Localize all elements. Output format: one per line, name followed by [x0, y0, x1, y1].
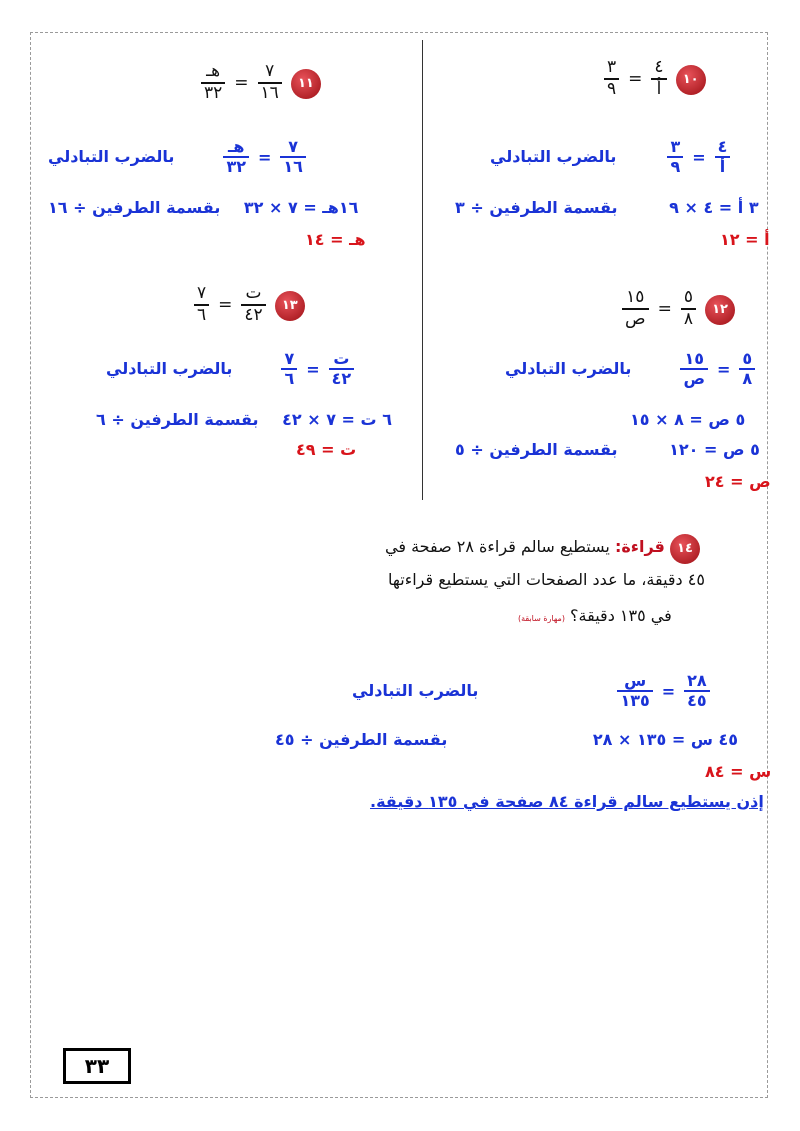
- fraction: $\frac{٣}{٩}$: [604, 58, 619, 99]
- fraction: $\frac{\text{س}}{١٣٥}$: [617, 672, 652, 711]
- problem-11-badge: ١١: [291, 69, 321, 99]
- fraction: $\frac{٧}{١٦}$: [258, 62, 282, 103]
- problem-14-answer: س = ٨٤: [705, 762, 772, 781]
- fraction: $\frac{٢٨}{٤٥}$: [684, 672, 710, 711]
- problem-10-statement: ١٠ $\frac{٤}{\text{أ}}$ = $\frac{٣}{٩}$: [600, 58, 706, 99]
- problem-12-setup: $\frac{٥}{٨}$ = $\frac{١٥}{\text{ص}}$ بالضرب التبادلي: [505, 350, 759, 389]
- problem-11-statement: ١١ $\frac{٧}{١٦}$ = $\frac{\text{هـ}}{٣٢}$: [197, 62, 321, 103]
- method-label: بالضرب التبادلي: [48, 146, 175, 166]
- problem-12-step1: ٥ ص = ٨ × ١٥: [630, 410, 746, 429]
- problem-13-setup: $\frac{\text{ت}}{٤٢}$ = $\frac{٧}{٦}$ بالضرب التبادلي: [106, 350, 358, 389]
- fraction: $\frac{\text{ت}}{٤٢}$: [241, 284, 265, 325]
- page-border: [30, 32, 768, 1098]
- problem-11-setup: $\frac{٧}{١٦}$ = $\frac{\text{هـ}}{٣٢}$ بالضرب التبادلي: [48, 138, 310, 177]
- fraction: $\frac{٣}{٩}$: [667, 138, 683, 177]
- problem-14-step1: ٤٥ س = ١٣٥ × ٢٨ بقسمة الطرفين ÷ ٤٥: [275, 730, 739, 749]
- method-label: بالضرب التبادلي: [352, 680, 479, 700]
- method-label: بالضرب التبادلي: [490, 146, 617, 166]
- problem-13-step1: ٦ ت = ٧ × ٤٢ بقسمة الطرفين ÷ ٦: [96, 410, 392, 429]
- problem-10-step1: ٣ أ = ٤ × ٩ بقسمة الطرفين ÷ ٣: [455, 198, 759, 217]
- problem-13-badge: ١٣: [275, 291, 305, 321]
- skill-note: (مهارة سابقة): [518, 614, 565, 623]
- method-label: بالضرب التبادلي: [106, 358, 233, 378]
- fraction: $\frac{٧}{١٦}$: [280, 138, 306, 177]
- problem-14-badge: ١٤: [670, 534, 700, 564]
- fraction: $\frac{\text{هـ}}{٣٢}$: [201, 62, 225, 103]
- problem-14-setup: $\frac{٢٨}{٤٥}$ = $\frac{\text{س}}{١٣٥}$ بالضرب التبادلي: [352, 672, 714, 711]
- fraction: $\frac{\text{هـ}}{٣٢}$: [223, 138, 249, 177]
- problem-13-answer: ت = ٤٩: [296, 440, 357, 459]
- problem-11-answer: هـ = ١٤: [305, 230, 366, 249]
- fraction: $\frac{١٥}{\text{ص}}$: [680, 350, 708, 389]
- problem-14-line2: ٤٥ دقيقة، ما عدد الصفحات التي يستطيع قراءتها: [388, 570, 705, 589]
- column-divider: [422, 40, 423, 500]
- problem-12-answer: ص = ٢٤: [705, 472, 771, 491]
- fraction: $\frac{١٥}{\text{ص}}$: [622, 288, 649, 329]
- fraction: $\frac{٧}{٦}$: [194, 284, 209, 325]
- problem-14-conclusion: إذن يستطيع سالم قراءة ٨٤ صفحة في ١٣٥ دقيقة.: [370, 792, 764, 811]
- problem-12-badge: ١٢: [705, 295, 735, 325]
- problem-14-line3: في ١٣٥ دقيقة؟ (مهارة سابقة): [518, 606, 672, 625]
- page-number: ٣٣: [63, 1048, 131, 1084]
- problem-11-step1: ١٦هـ = ٧ × ٣٢ بقسمة الطرفين ÷ ١٦: [48, 198, 359, 217]
- problem-12-step2: ٥ ص = ١٢٠ بقسمة الطرفين ÷ ٥: [455, 440, 760, 459]
- problem-13-statement: ١٣ $\frac{\text{ت}}{٤٢}$ = $\frac{٧}{٦}$: [190, 284, 305, 325]
- method-label: بالضرب التبادلي: [505, 358, 632, 378]
- fraction: $\frac{٥}{٨}$: [739, 350, 755, 389]
- problem-12-statement: ١٢ $\frac{٥}{٨}$ = $\frac{١٥}{\text{ص}}$: [618, 288, 735, 329]
- fraction: $\frac{\text{ت}}{٤٢}$: [329, 350, 355, 389]
- fraction: $\frac{٧}{٦}$: [281, 350, 297, 389]
- fraction: $\frac{٥}{٨}$: [681, 288, 696, 329]
- problem-14-line1: ١٤ قراءة: يستطيع سالم قراءة ٢٨ صفحة في: [385, 534, 700, 564]
- fraction: $\frac{٤}{\text{أ}}$: [715, 138, 731, 177]
- fraction: $\frac{٤}{\text{أ}}$: [651, 58, 666, 99]
- problem-10-badge: ١٠: [676, 65, 706, 95]
- problem-10-setup: $\frac{٤}{\text{أ}}$ = $\frac{٣}{٩}$ بالضرب التبادلي: [490, 138, 734, 177]
- problem-10-answer: أ = ١٢: [720, 230, 770, 249]
